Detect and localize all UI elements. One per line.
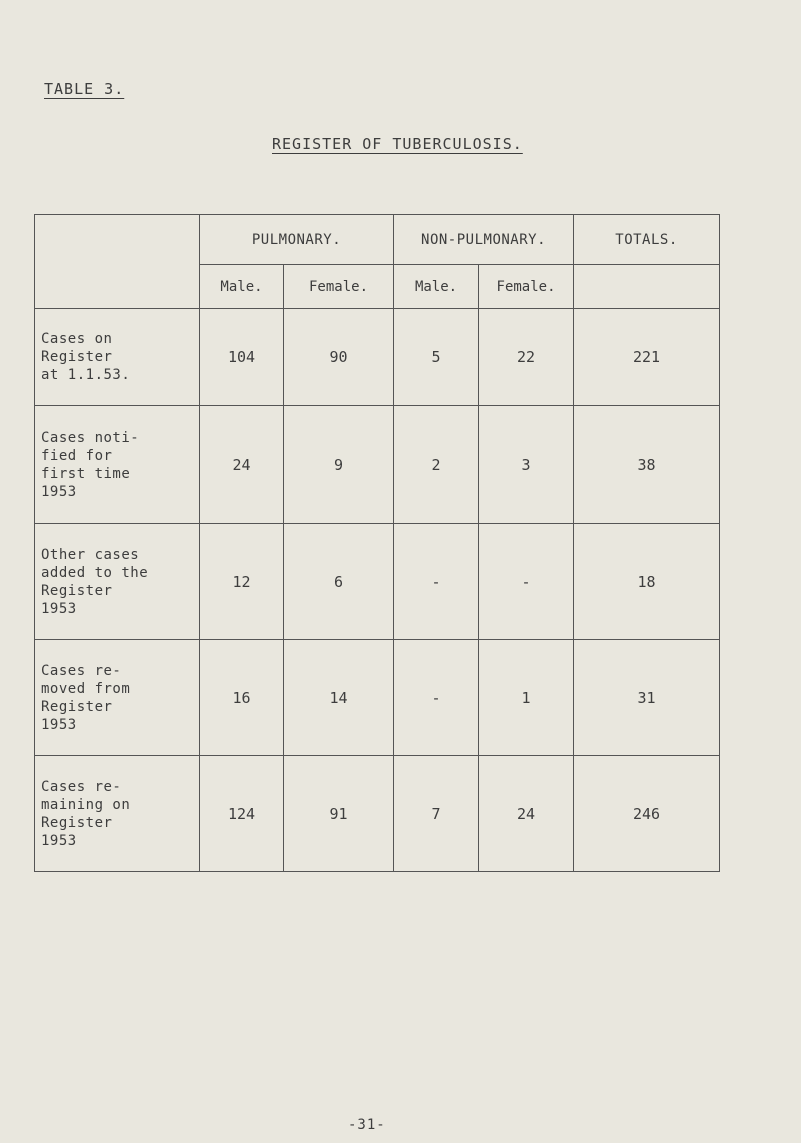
pulmonary-male-cell: 12	[200, 524, 284, 640]
tuberculosis-register-table	[34, 214, 720, 872]
non-pulmonary-female-cell: 22	[479, 309, 574, 406]
header-non-pulmonary-male: Male.	[394, 265, 479, 309]
non-pulmonary-female-cell: -	[479, 524, 574, 640]
row-label: Cases on Register at 1.1.53.	[35, 309, 200, 406]
total-cell: 221	[574, 309, 720, 406]
header-row-groups	[35, 215, 720, 265]
table-row	[35, 309, 720, 406]
header-pulmonary-female: Female.	[284, 265, 394, 309]
pulmonary-male-cell: 104	[200, 309, 284, 406]
header-pulmonary: PULMONARY.	[200, 215, 394, 265]
non-pulmonary-female-cell: 3	[479, 406, 574, 524]
table-row	[35, 406, 720, 524]
table-row	[35, 640, 720, 756]
non-pulmonary-male-cell: -	[394, 524, 479, 640]
pulmonary-female-cell: 6	[284, 524, 394, 640]
page-number: -31-	[348, 1117, 386, 1133]
pulmonary-male-cell: 16	[200, 640, 284, 756]
non-pulmonary-male-cell: -	[394, 640, 479, 756]
header-totals: TOTALS.	[574, 215, 720, 265]
header-pulmonary-male: Male.	[200, 265, 284, 309]
non-pulmonary-male-cell: 5	[394, 309, 479, 406]
total-cell: 246	[574, 756, 720, 872]
total-cell: 31	[574, 640, 720, 756]
non-pulmonary-female-cell: 1	[479, 640, 574, 756]
header-non-pulmonary: NON-PULMONARY.	[394, 215, 574, 265]
row-label: Cases noti- fied for first time 1953	[35, 406, 200, 524]
table-row	[35, 524, 720, 640]
header-blank-cell	[35, 215, 200, 309]
row-label: Other cases added to the Register 1953	[35, 524, 200, 640]
header-totals-blank	[574, 265, 720, 309]
pulmonary-female-cell: 9	[284, 406, 394, 524]
pulmonary-male-cell: 124	[200, 756, 284, 872]
page-title: REGISTER OF TUBERCULOSIS.	[272, 135, 523, 153]
pulmonary-female-cell: 14	[284, 640, 394, 756]
pulmonary-male-cell: 24	[200, 406, 284, 524]
total-cell: 18	[574, 524, 720, 640]
non-pulmonary-female-cell: 24	[479, 756, 574, 872]
row-label: Cases re- moved from Register 1953	[35, 640, 200, 756]
header-non-pulmonary-female: Female.	[479, 265, 574, 309]
pulmonary-female-cell: 90	[284, 309, 394, 406]
row-label: Cases re- maining on Register 1953	[35, 756, 200, 872]
non-pulmonary-male-cell: 7	[394, 756, 479, 872]
table-label: TABLE 3.	[44, 80, 125, 98]
non-pulmonary-male-cell: 2	[394, 406, 479, 524]
total-cell: 38	[574, 406, 720, 524]
table-row	[35, 756, 720, 872]
pulmonary-female-cell: 91	[284, 756, 394, 872]
